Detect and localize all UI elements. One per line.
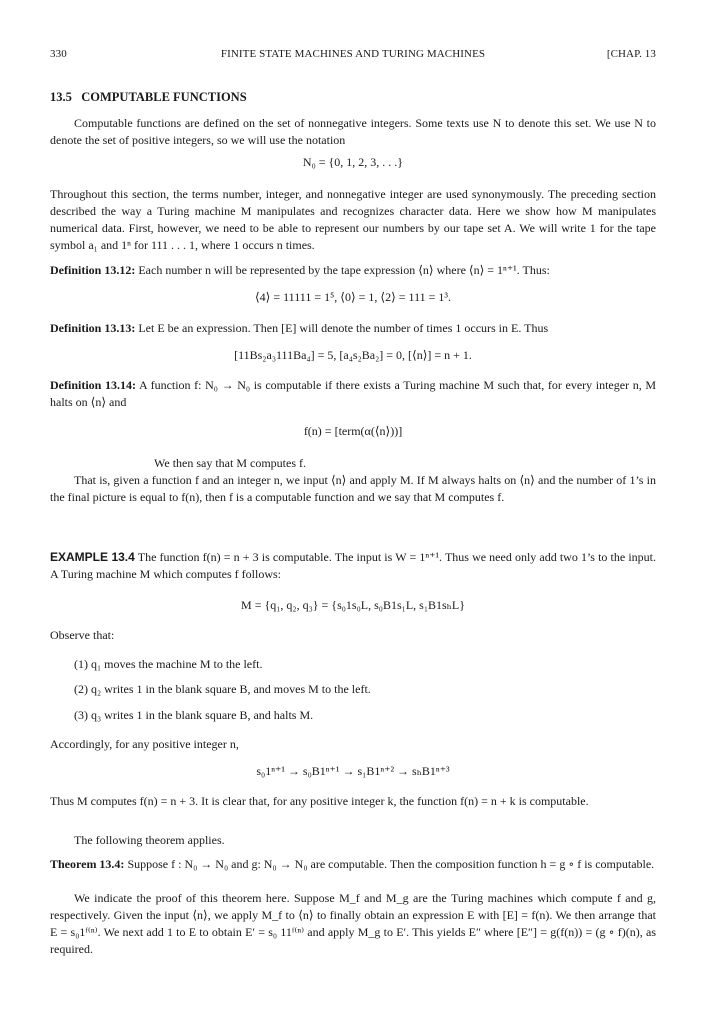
page xyxy=(50,0,656,1024)
display-machine: M = {q₁, q₂, q₃} = {s₀1s₀L, s₀B1s₁L, s₁B1sₕL} xyxy=(241,598,465,612)
observe-label: Observe that: xyxy=(50,628,115,642)
list-item: (1) q₁ moves the machine M to the left. xyxy=(74,657,263,671)
definition-text: Let E be an expression. Then [E] will denote the number of times 1 occurs in E. Thus xyxy=(138,321,549,335)
section-number: 13.5 xyxy=(50,90,72,104)
definition-label: Definition 13.13: xyxy=(50,321,136,335)
list-item: (3) q₃ writes 1 in the blank square B, and halts M. xyxy=(74,708,314,722)
display-computable-def: f(n) = [term(α(⟨n⟩))] xyxy=(303,424,403,438)
display-n0-set: N₀ = {0, 1, 2, 3, . . .} xyxy=(302,155,404,169)
display-tape-examples: ⟨4⟩ = 11111 = 1⁵, ⟨0⟩ = 1, ⟨2⟩ = 111 = 1³. xyxy=(254,290,452,304)
example-conclusion: Thus M computes f(n) = n + 3. It is clear that, for any positive integer k, the function f(n) = n + k is computable. xyxy=(50,794,589,808)
definition-text: Each number n will be represented by the tape expression ⟨n⟩ where ⟨n⟩ = 1ⁿ⁺¹. Thus: xyxy=(138,263,550,277)
intro-paragraph-1: Computable functions are defined on the set of nonnegative integers. Some texts use N to denote this set. We use N to denote the set of positive integers, so we will use the notation xyxy=(50,116,656,147)
section-title: COMPUTABLE FUNCTIONS xyxy=(81,90,247,104)
proof-paragraph: We indicate the proof of this theorem here. Suppose M_f and M_g are the Turing machines which compute f and g, respectively. Given the input ⟨n⟩, we apply M_f to ⟨n⟩ to finally obtain an expression E with [E] = f(n). We then arrange that E = s₀1ᶠ⁽ⁿ⁾. We next add 1 to E to obtain E′ = s₀ 11ᶠ⁽ⁿ⁾ and apply M_g to E′. This yields E″ where [E″] = g(f(n)) = (g ∘ f)(n), as required. xyxy=(50,891,656,956)
theorem-label: Theorem 13.4: xyxy=(50,857,125,871)
following-text: The following theorem applies. xyxy=(74,833,225,847)
intro-paragraph-2: Throughout this section, the terms number, integer, and nonnegative integer are used synonymously. The preceding section described the way a Turing machine M manipulates and recognizes character data. Here we show how M manipulates numerical data. First, however, we need to be able to represent our numbers by our tape set A. We will write 1 for the tape symbol a₁ and 1ⁿ for 111 . . . 1, where 1 occurs n times. xyxy=(50,187,656,252)
theorem-13-4 xyxy=(50,856,656,873)
running-header xyxy=(50,48,656,62)
theorem-text: Suppose f : N₀ → N₀ and g: N₀ → N₀ are computable. Then the composition function h = g ∘ f is computable. xyxy=(127,857,655,871)
definition-13-13 xyxy=(50,320,656,337)
display-computation-chain: s₀1ⁿ⁺¹ → s₀B1ⁿ⁺¹ → s₁B1ⁿ⁺² → sₕB1ⁿ⁺³ xyxy=(256,764,450,778)
running-title: FINITE STATE MACHINES AND TURING MACHINES xyxy=(220,48,486,60)
example-13-4 xyxy=(50,549,656,583)
page-number: 330 xyxy=(50,48,67,60)
definition-13-14 xyxy=(50,377,656,411)
list-item: (2) q₂ writes 1 in the blank square B, and moves M to the left. xyxy=(74,682,371,696)
accordingly-text: Accordingly, for any positive integer n, xyxy=(50,737,239,751)
example-text: The function f(n) = n + 3 is computable. The input is W = 1ⁿ⁺¹. Thus we need only add two 1’s to the input. A Turing machine M which computes f follows: xyxy=(50,550,656,581)
definition-label: Definition 13.12: xyxy=(50,263,136,277)
definition-13-12 xyxy=(50,262,656,279)
example-label: EXAMPLE 13.4 xyxy=(50,550,135,564)
definition-after: We then say that M computes f. xyxy=(154,456,306,470)
definition-text: A function f: N₀ → N₀ is computable if there exists a Turing machine M such that, for every integer n, M halts on ⟨n⟩ and xyxy=(50,378,656,409)
section-heading xyxy=(50,90,247,105)
display-count-examples: [11Bs₂a₃111Ba₄] = 5, [a₄s₂Ba₂] = 0, [⟨n⟩] = n + 1. xyxy=(234,348,472,362)
chapter-label: [CHAP. 13 xyxy=(606,48,656,60)
explanation-paragraph: That is, given a function f and an integer n, we input ⟨n⟩ and apply M. If M always halts on ⟨n⟩ and the number of 1’s in the final picture is equal to f(n), then f is a computable function and we say that M computes f. xyxy=(50,473,656,504)
definition-label: Definition 13.14: xyxy=(50,378,136,392)
